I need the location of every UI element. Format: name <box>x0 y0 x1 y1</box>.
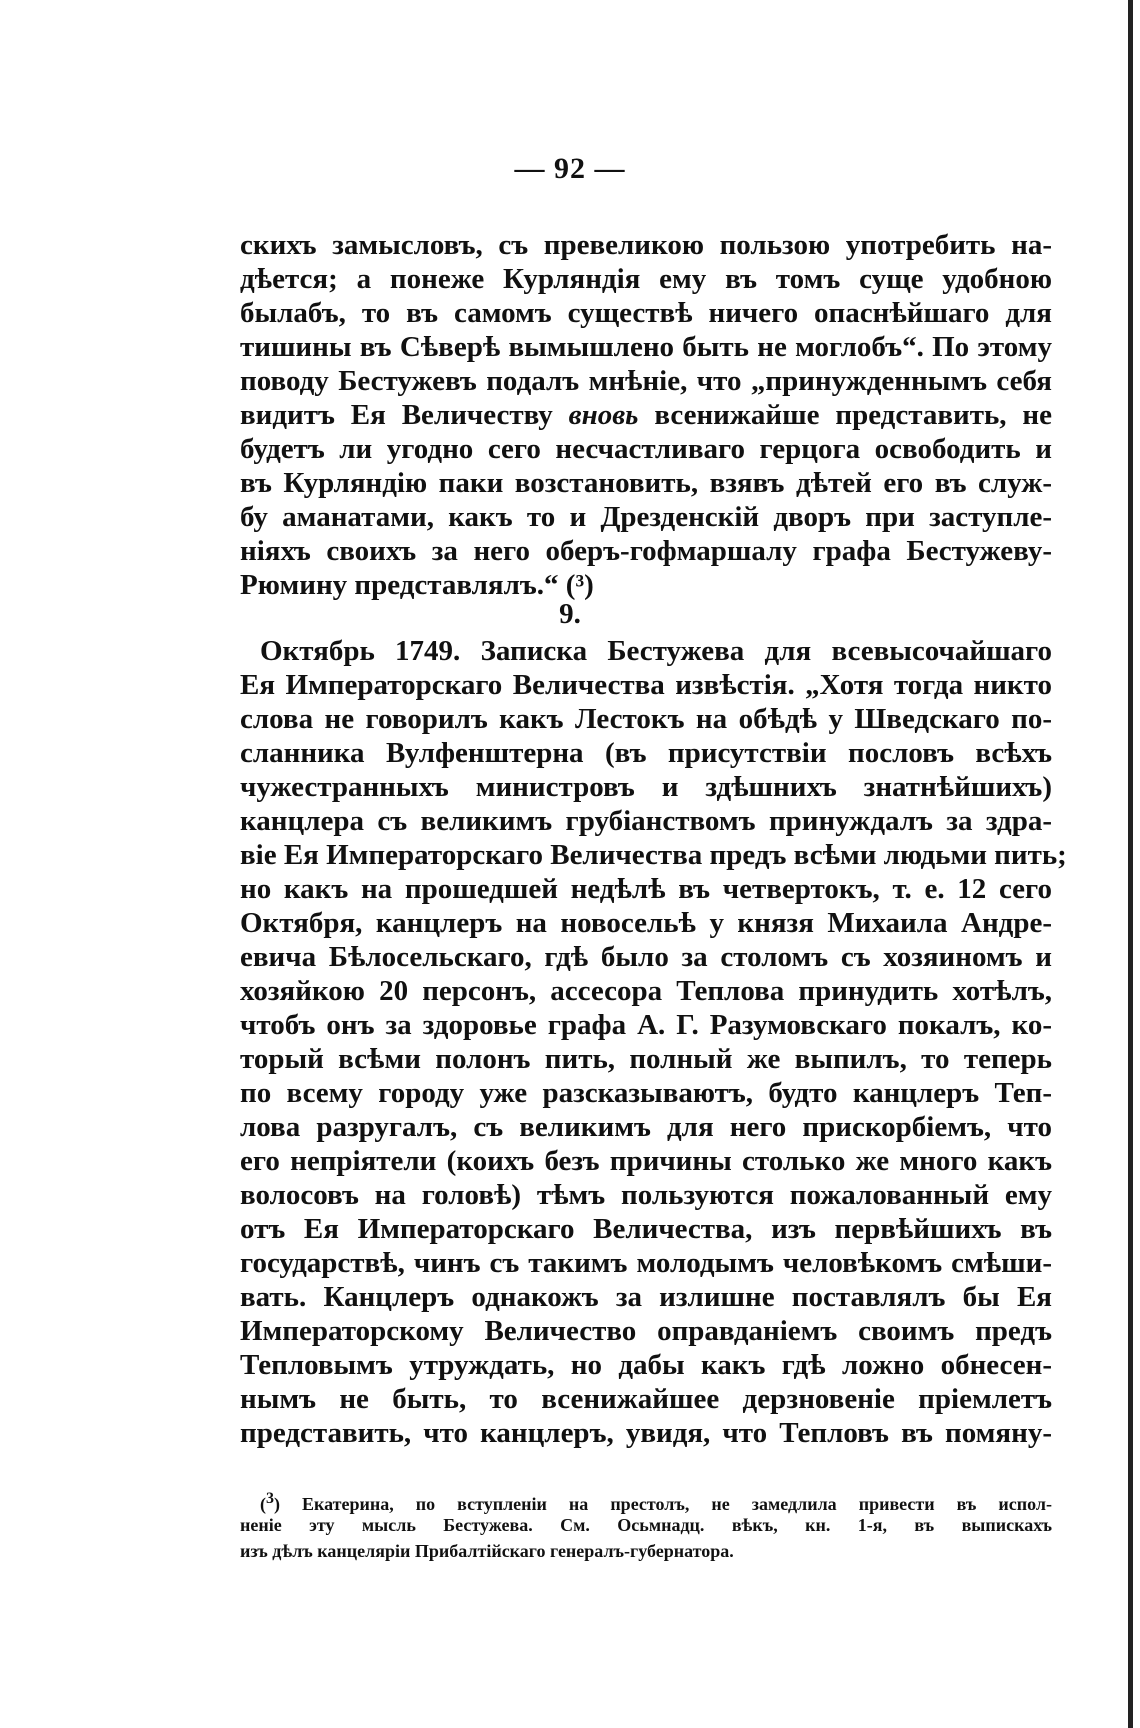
text-line: дѣется; а понеже Курляндія ему въ томъ суще удобною <box>240 263 1052 295</box>
text-line: тишины въ Сѣверѣ вымышлено быть не моглобъ“. По этому <box>240 331 1052 363</box>
text-line: представить, что канцлеръ, увидя, что Тепловъ въ помяну- <box>240 1417 1052 1449</box>
text-line: чужестранныхъ министровъ и здѣшнихъ знатнѣйшихъ) <box>240 771 1052 803</box>
text-line: бу аманатами, какъ то и Дрезденскій дворъ при заступле- <box>240 501 1052 533</box>
page-number: — 92 — <box>514 152 626 185</box>
text-line: будетъ ли угодно сего несчастливаго герцога освободить и <box>240 433 1052 465</box>
text-line: канцлера съ великимъ грубіанствомъ принуждалъ за здра- <box>240 805 1052 837</box>
text-line: Ея Императорскаго Величества извѣстія. „Хотя тогда никто <box>240 669 1052 701</box>
text-line: хозяйкою 20 персонъ, ассесора Теплова принудить хотѣлъ, <box>240 975 1052 1007</box>
text-line: волосовъ на головѣ) тѣмъ пользуются пожалованный ему <box>240 1179 1052 1211</box>
footnote-line: изъ дѣлъ канцеляріи Прибалтійскаго генералъ-губернатора. <box>240 1541 734 1561</box>
text-line: Октябрь 1749. Записка Бестужева для всевысочайшаго <box>260 635 1052 667</box>
text-line: отъ Ея Императорскаго Величества, изъ первѣйшихъ въ <box>240 1213 1052 1245</box>
paragraph-2 <box>240 634 1067 1450</box>
emphasis-word: вновь <box>568 399 639 431</box>
text-line: Императорскому Величество оправданіемъ своимъ предъ <box>240 1315 1052 1347</box>
section-number: 9. <box>559 598 581 630</box>
text-line: віе Ея Императорскаго Величества предъ всѣми людьми пить; <box>240 839 1067 871</box>
text-line: Рюмину представлялъ.“ (³) <box>240 569 594 601</box>
text-line: въ Курляндію паки возстановить, взявъ дѣтей его въ служ- <box>240 467 1052 499</box>
text-line: но какъ на прошедшей недѣлѣ въ четвертокъ, т. е. 12 сего <box>240 873 1052 905</box>
text-line: нымъ не быть, то всенижайшее дерзновеніе пріемлетъ <box>240 1383 1052 1415</box>
text-line: Тепловымъ утруждать, но дабы какъ гдѣ ложно обнесен- <box>240 1349 1052 1381</box>
text-line: по всему городу уже разсказываютъ, будто канцлеръ Теп- <box>240 1077 1052 1109</box>
text-line: евича Бѣлосельскаго, гдѣ было за столомъ съ хозяиномъ и <box>240 941 1052 973</box>
footnote-line: (3) Екатерина, по вступленіи на престолъ, не замедлила привести въ испол- <box>260 1490 1052 1514</box>
text-line: былабъ, то въ самомъ существѣ ничего опаснѣйшаго для <box>240 297 1052 329</box>
footnote <box>240 1486 1052 1564</box>
text-line: лова разругалъ, съ великимъ для него прискорбіемъ, что <box>240 1111 1052 1143</box>
paragraph-1 <box>240 228 1052 602</box>
text-line: Октября, канцлеръ на новосельѣ у князя Михаила Андре- <box>240 907 1052 939</box>
text-line: государствѣ, чинъ съ такимъ молодымъ человѣкомъ смѣши- <box>240 1247 1052 1279</box>
text-line: скихъ замысловъ, съ превеликою пользою употребить на- <box>240 229 1052 261</box>
text-line: торый всѣми полонъ пить, полный же выпилъ, то теперь <box>240 1043 1052 1075</box>
text-line: сланника Вулфенштерна (въ присутствіи пословъ всѣхъ <box>240 737 1052 769</box>
page-edge-line <box>1128 0 1133 1728</box>
text-line: ніяхъ своихъ за него оберъ-гофмаршалу графа Бестужеву- <box>240 535 1052 567</box>
text-line: видитъ Ея Величеству вновь всенижайше представить, не <box>240 399 1052 431</box>
text-line: его непріятели (коихъ безъ причины столько же много какъ <box>240 1145 1052 1177</box>
footnote-mark: 3 <box>266 1490 274 1507</box>
text-line: вать. Канцлеръ однакожъ за излишне поставлялъ бы Ея <box>240 1281 1052 1313</box>
text-line: поводу Бестужевъ подалъ мнѣніе, что „принужденнымъ себя <box>240 365 1052 397</box>
text-line: слова не говорилъ какъ Лестокъ на обѣдѣ у Шведскаго по- <box>240 703 1052 735</box>
text-line: чтобъ онъ за здоровье графа А. Г. Разумовскаго покалъ, ко- <box>240 1009 1052 1041</box>
footnote-text: ) Екатерина, по вступленіи на престолъ, не замедлила привести въ испол- <box>274 1494 1052 1514</box>
footnote-line: неніе эту мысль Бестужева. См. Осьмнадц. вѣкъ, кн. 1-я, въ выпискахъ <box>240 1515 1052 1535</box>
